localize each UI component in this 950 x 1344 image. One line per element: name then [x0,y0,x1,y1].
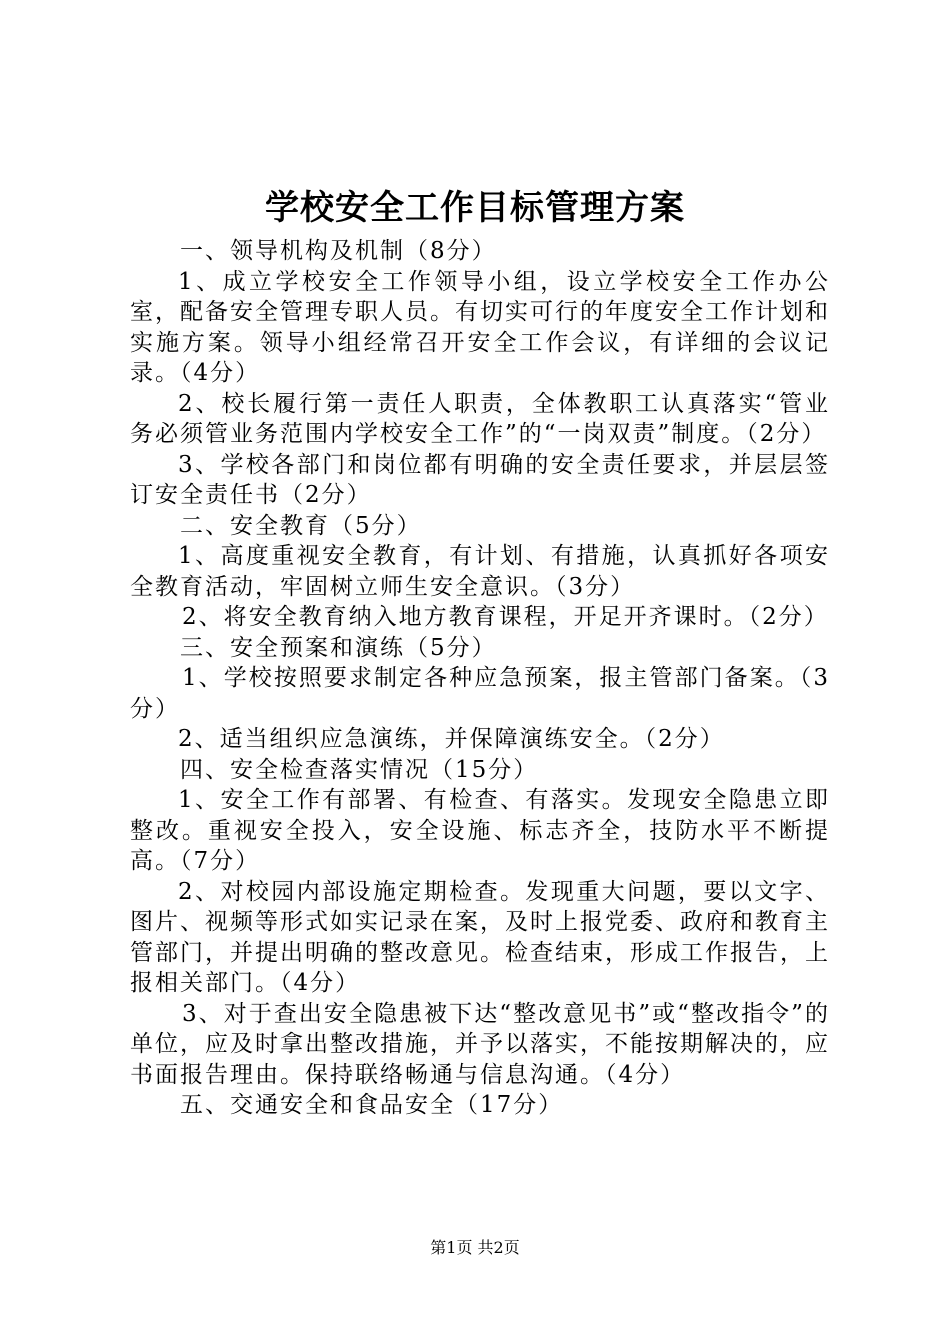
document-title: 学校安全工作目标管理方案 [265,188,685,228]
section-4-item-3: 3、对于查出安全隐患被下达“整改意见书”或“整改指令”的单位，应及时拿出整改措施，并予以落实，不能按期解决的，应书面报告理由。保持联络畅通与信息沟通。（4分） [130,1000,830,1088]
section-3-item-1: 1、学校按照要求制定各种应急预案，报主管部门备案。（3分） [130,665,830,722]
section-heading-3: 三、安全预案和演练（5分） [180,634,497,661]
section-heading-4: 四、安全检查落实情况（15分） [180,756,539,783]
section-1-item-1: 1、成立学校安全工作领导小组，设立学校安全工作办公室，配备安全管理专职人员。有切实可行的年度安全工作计划和实施方案。领导小组经常召开安全工作会议，有详细的会议记录。（4分） [130,268,830,386]
section-heading-2: 二、安全教育（5分） [180,512,422,539]
section-4-item-1: 1、安全工作有部署、有检查、有落实。发现安全隐患立即整改。重视安全投入，安全设施、标志齐全，技防水平不断提高。（7分） [130,787,830,874]
section-2-item-1: 1、高度重视安全教育，有计划、有措施，认真抓好各项安全教育活动，牢固树立师生安全意识。（3分） [130,543,830,600]
section-1-item-3: 3、学校各部门和岗位都有明确的安全责任要求，并层层签订安全责任书（2分） [130,451,830,508]
section-heading-5: 五、交通安全和食品安全（17分） [180,1092,564,1118]
document-body [130,236,830,1121]
page-footer: 第1页 共2页 [430,1238,520,1257]
section-1-item-2: 2、校长履行第一责任人职责，全体教职工认真落实“管业务必须管业务范围内学校安全工作”的“一岗双责”制度。（2分） [130,390,830,447]
section-4-item-2: 2、对校园内部设施定期检查。发现重大问题，要以文字、图片、视频等形式如实记录在案，及时上报党委、政府和教育主管部门，并提出明确的整改意见。检查结束，形成工作报告，上报相关部门。（4分） [130,878,830,996]
section-heading-1: 一、领导机构及机制（8分） [180,238,497,264]
section-3-item-2: 2、适当组织应急演练，并保障演练安全。（2分） [178,726,725,752]
section-2-item-2: 2、将安全教育纳入地方教育课程，开足开齐课时。（2分） [182,604,829,630]
